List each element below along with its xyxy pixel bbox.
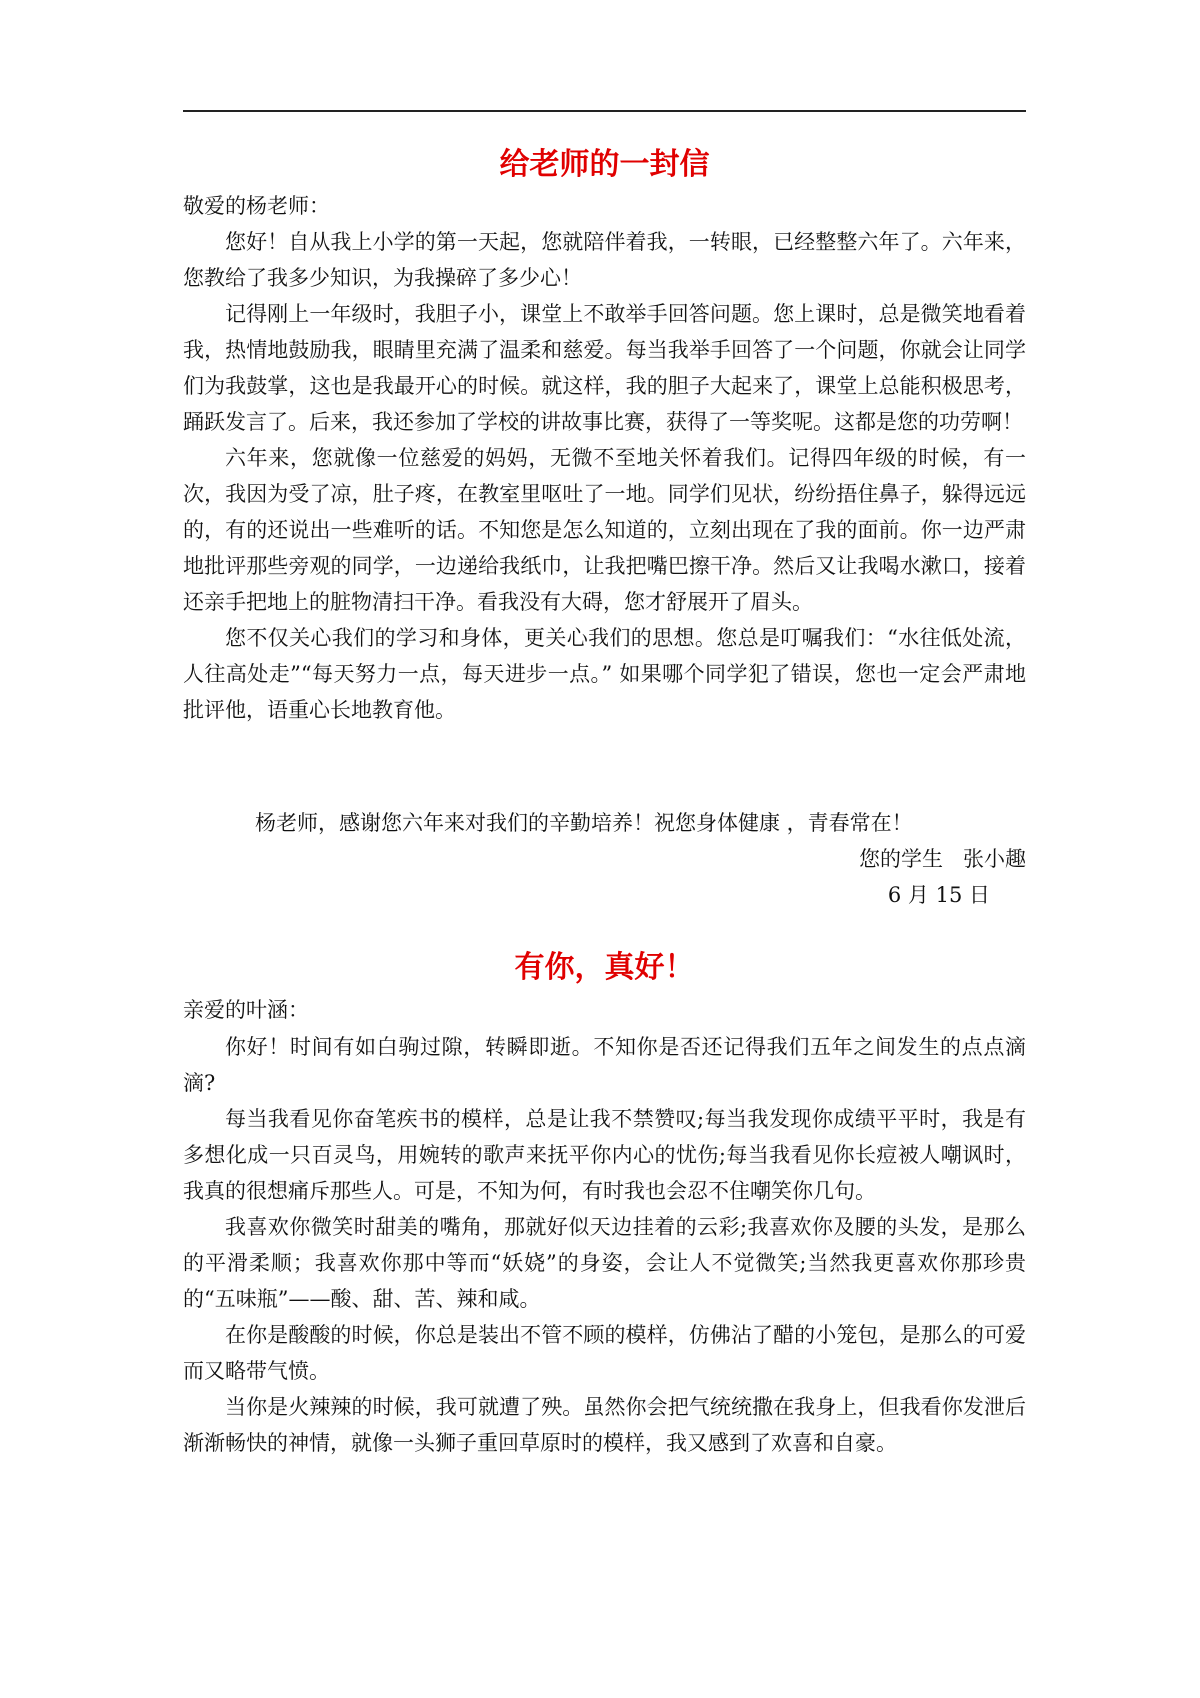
letter1-body [183, 224, 1026, 728]
letter2-salutation: 亲爱的叶涵： [183, 998, 309, 1022]
letter2-body [183, 1029, 1026, 1461]
letter1-title: 给老师的一封信 [499, 147, 710, 182]
letter2-paragraph: 你好！时间有如白驹过隙，转瞬即逝。不知你是否还记得我们五年之间发生的点点滴滴? [183, 1035, 1026, 1095]
letter1-salutation: 敬爱的杨老师： [183, 194, 330, 218]
letter1-paragraph: 记得刚上一年级时，我胆子小，课堂上不敢举手回答问题。您上课时，总是微笑地看着我，热情地鼓励我，眼睛里充满了温柔和慈爱。每当我举手回答了一个问题，你就会让同学们为我鼓掌，这也是我最开心的时候。就这样，我的胆子大起来了，课堂上总能积极思考，踊跃发言了。后来，我还参加了学校的讲故事比赛，获得了一等奖呢。这都是您的功劳啊！ [183, 302, 1026, 434]
letter1-date: 6 月 15 日 [887, 883, 990, 907]
letter1-signature: 您的学生 张小趣 [858, 847, 1026, 871]
letter2-paragraph: 我喜欢你微笑时甜美的嘴角，那就好似天边挂着的云彩;我喜欢你及腰的头发，是那么的平滑柔顺；我喜欢你那中等而“妖娆”的身姿，会让人不觉微笑;当然我更喜欢你那珍贵的“五味瓶”——酸、甜、苦、辣和咸。 [183, 1215, 1026, 1311]
letter1-paragraph: 您好！自从我上小学的第一天起，您就陪伴着我，一转眼，已经整整六年了。六年来，您教给了我多少知识，为我操碎了多少心！ [183, 230, 1026, 290]
letter-to-teacher [183, 0, 1026, 1698]
letter2-title: 有你，真好！ [514, 950, 695, 985]
letter2-paragraph: 在你是酸酸的时候，你总是装出不管不顾的模样，仿佛沾了醋的小笼包，是那么的可爱而又略带气愤。 [183, 1323, 1026, 1383]
letter1-paragraph: 您不仅关心我们的学习和身体，更关心我们的思想。您总是叮嘱我们：“水往低处流，人往高处走”“每天努力一点，每天进步一点。” 如果哪个同学犯了错误，您也一定会严肃地批评他，语重心长地教育他。 [183, 626, 1026, 722]
letter1-closing: 杨老师，感谢您六年来对我们的辛勤培养！祝您身体健康 ，青春常在！ [255, 811, 913, 835]
letter2-paragraph: 每当我看见你奋笔疾书的模样，总是让我不禁赞叹;每当我发现你成绩平平时，我是有多想化成一只百灵鸟，用婉转的歌声来抚平你内心的忧伤;每当我看见你长痘被人嘲讽时，我真的很想痛斥那些人。可是，不知为何，有时我也会忍不住嘲笑你几句。 [183, 1107, 1026, 1203]
letter2-paragraph: 当你是火辣辣的时候，我可就遭了殃。虽然你会把气统统撒在我身上，但我看你发泄后渐渐畅快的神情，就像一头狮子重回草原时的模样，我又感到了欢喜和自豪。 [183, 1395, 1026, 1455]
letter1-paragraph: 六年来，您就像一位慈爱的妈妈，无微不至地关怀着我们。记得四年级的时候，有一次，我因为受了凉，肚子疼，在教室里呕吐了一地。同学们见状，纷纷捂住鼻子，躲得远远的，有的还说出一些难听的话。不知您是怎么知道的，立刻出现在了我的面前。你一边严肃地批评那些旁观的同学，一边递给我纸巾，让我把嘴巴擦干净。然后又让我喝水漱口，接着还亲手把地上的脏物清扫干净。看我没有大碍，您才舒展开了眉头。 [183, 446, 1026, 614]
